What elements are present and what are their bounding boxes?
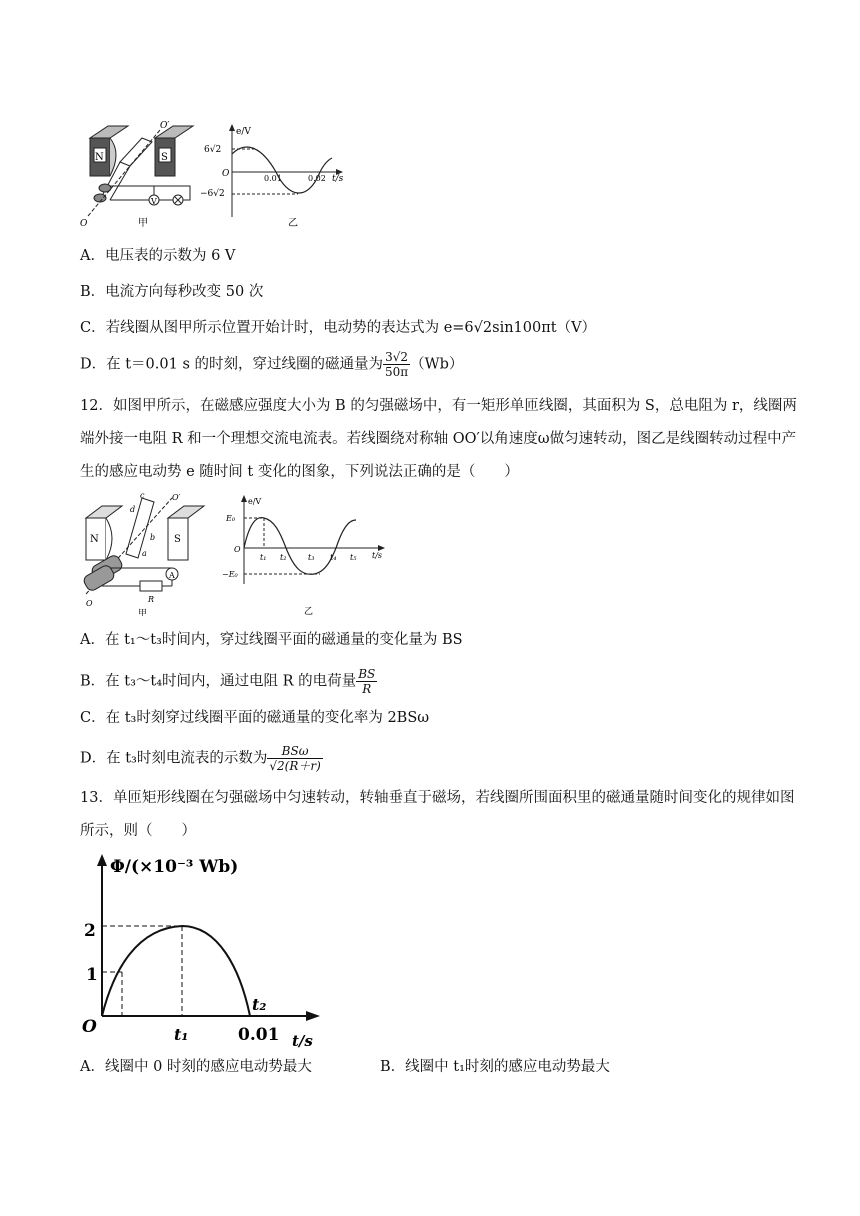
q12-option-b-pre: B．在 t₃～t₄时间内，通过电阻 R 的电荷量: [80, 673, 357, 690]
q12-option-b-fraction: [356, 667, 377, 696]
y-top-label: 6√2: [204, 145, 222, 155]
origin-label: O: [234, 545, 241, 554]
origin-label: O: [222, 169, 230, 179]
emf-curve: [244, 518, 356, 575]
t2-label: t₂: [280, 553, 287, 562]
e0-label: E₀: [226, 514, 236, 523]
x-axis-label: t/s: [292, 1032, 313, 1048]
q12-option-b-num: BS: [358, 667, 376, 681]
coil-c-label: c: [140, 491, 145, 500]
magnet-s-label: S: [174, 534, 181, 545]
q11-option-d: [80, 350, 463, 379]
q12-option-b-den: R: [362, 682, 372, 696]
x1-label: 0.01: [264, 174, 282, 183]
origin-label: O: [82, 1017, 97, 1037]
y-bottom-label: −6√2: [200, 189, 225, 199]
q12-stem: 12．如图甲所示，在磁感应强度大小为 B 的匀强磁场中，有一矩形单匝线圈，其面积为 S，总电阻为 r，线圈两端外接一电阻 R 和一个理想交流电流表。若线圈绕对称轴 OO′以角速度ω做匀速转动，图乙是线圈转动过程中产生的感应电动势 e 随时间 t 变化的图象，下列说法正确的是（ ）: [80, 398, 797, 480]
q11-option-b: B．电流方向每秒改变 50 次: [80, 284, 264, 300]
t5-label: t₅: [350, 553, 357, 562]
q11-option-c-post: sin100πt（V）: [492, 320, 597, 336]
q12-option-c: C．在 t₃时刻穿过线圈平面的磁通量的变化率为 2BSω: [80, 710, 430, 726]
q12-option-d-num: BSω: [267, 744, 322, 759]
x2-label: 0.02: [308, 174, 326, 183]
q12-figure-generator: [80, 490, 210, 616]
q13-option-a: A．线圈中 0 时刻的感应电动势最大: [80, 1059, 312, 1075]
ammeter-label: A: [169, 571, 175, 580]
q11-option-d-fraction: [383, 350, 410, 379]
q11-option-c-sqrt: √2: [473, 320, 493, 336]
t3-label: t₃: [308, 553, 315, 562]
coil-b-label: b: [150, 533, 156, 542]
q11-option-c: [80, 318, 596, 338]
y-axis-label: Φ/(×10⁻³ Wb): [110, 857, 239, 877]
t2-label: t₂: [252, 995, 267, 1014]
coil-d-label: d: [130, 505, 136, 514]
y-axis-label: e/V: [236, 127, 251, 137]
t1-label: t₁: [260, 553, 267, 562]
q12-option-a: A．在 t₁～t₃时间内，穿过线圈平面的磁通量的变化量为 BS: [80, 632, 463, 648]
y-tick-2: 2: [84, 921, 96, 941]
q11-option-d-num: 3√2: [383, 350, 410, 365]
magnet-n-label: N: [90, 534, 99, 545]
q11-figure-emf-graph: [200, 122, 350, 230]
x-axis-label: t/s: [372, 551, 383, 560]
fig-caption-yi: 乙: [288, 218, 298, 229]
q11-option-d-pre: D．在 t＝0.01 s 的时刻，穿过线圈的磁通量为: [80, 356, 384, 373]
q12-option-d-pre: D．在 t₃时刻电流表的示数为: [80, 750, 268, 767]
q11-option-c-pre: C．若线圈从图甲所示位置开始计时，电动势的表达式为 e=6: [80, 320, 474, 336]
t4-label: t₄: [330, 553, 337, 562]
q12-figure-emf-graph: [222, 492, 392, 616]
fig-caption-jia: 甲: [138, 218, 148, 229]
q11-option-a: A．电压表的示数为 6 V: [80, 248, 236, 264]
fig-caption-yi: 乙: [304, 607, 314, 616]
q13-figure-flux-graph: [78, 848, 338, 1048]
axis-o-prime-label: O′: [160, 121, 170, 131]
flux-curve: [102, 926, 250, 1016]
resistor-label: R: [148, 595, 155, 604]
axis-o-label: O: [86, 599, 93, 608]
q12-option-d: [80, 744, 323, 773]
q13-stem: 13．单匝矩形线圈在匀强磁场中匀速转动，转轴垂直于磁场，若线圈所围面积里的磁通量随时间变化的规律如图所示，则（ ）: [80, 790, 795, 839]
coil-a-label: a: [142, 549, 147, 558]
magnet-s-label: S: [161, 152, 168, 163]
t1-label: t₁: [174, 1025, 189, 1044]
neg-e0-label: −E₀: [222, 570, 238, 579]
q12-option-b: [80, 667, 377, 696]
q13-option-b: B．线圈中 t₁时刻的感应电动势最大: [380, 1059, 610, 1075]
q11-option-d-den: 50π: [385, 365, 409, 379]
voltmeter-label: V: [151, 197, 157, 206]
x-end-label: 0.01: [238, 1025, 280, 1045]
emf-curve: [232, 147, 332, 193]
y-axis-label: e/V: [248, 497, 262, 506]
fig-caption-jia: 甲: [138, 609, 148, 616]
x-axis-label: t/s: [332, 174, 344, 184]
y-tick-1: 1: [86, 965, 98, 985]
q11-figure-generator: [80, 118, 205, 230]
q12-option-d-den: √2(R＋r): [269, 759, 321, 773]
axis-o-label: O: [80, 219, 88, 229]
magnet-n-label: N: [95, 152, 104, 163]
q12-option-d-fraction: [267, 744, 322, 773]
axis-o-prime-label: O′: [172, 493, 181, 502]
q11-option-d-post: （Wb）: [410, 356, 464, 373]
